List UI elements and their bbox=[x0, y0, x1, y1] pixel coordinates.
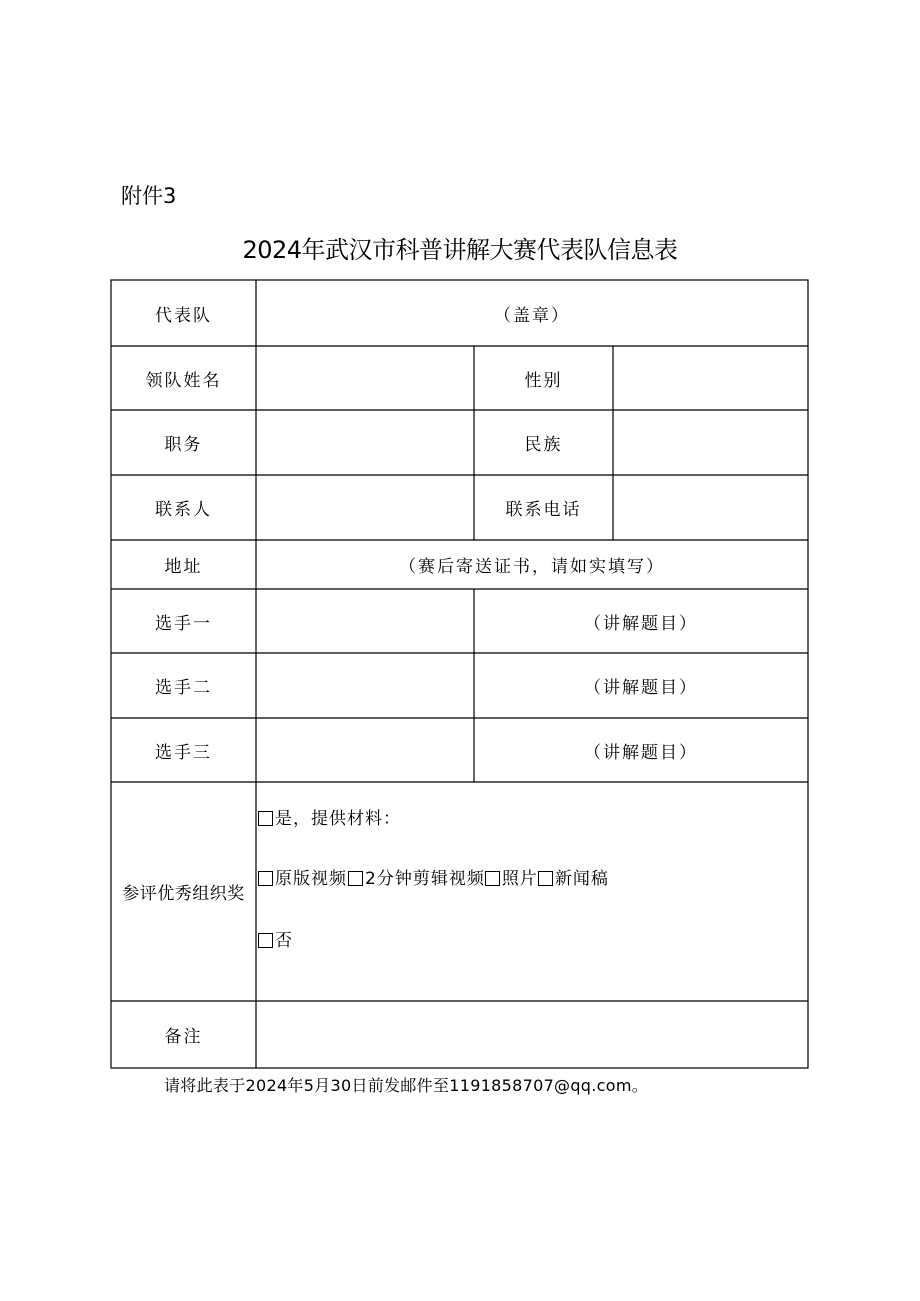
photos-label: 照片 bbox=[501, 869, 538, 889]
phone-label: 联系电话 bbox=[505, 500, 582, 520]
team-seal-field[interactable]: （盖章） bbox=[494, 305, 570, 326]
award-no-text: 否 bbox=[275, 931, 293, 951]
player-1-name-field[interactable] bbox=[256, 589, 474, 653]
player-3-topic-field[interactable]: （讲解题目） bbox=[584, 742, 698, 763]
clip-video-label: 2分钟剪辑视频 bbox=[365, 869, 485, 889]
team-label: 代表队 bbox=[155, 305, 212, 326]
player-1-label: 选手一 bbox=[155, 613, 212, 634]
award-yes-text: 是，提供材料： bbox=[275, 809, 401, 829]
press-label: 新闻稿 bbox=[554, 869, 609, 889]
materials-options bbox=[258, 864, 609, 889]
ethnicity-field[interactable] bbox=[613, 410, 808, 475]
player-2-label: 选手二 bbox=[155, 678, 212, 698]
ethnicity-label: 民族 bbox=[524, 435, 563, 455]
contact-label: 联系人 bbox=[155, 500, 212, 520]
gender-field[interactable] bbox=[613, 346, 808, 410]
original-video-label: 原版视频 bbox=[275, 869, 347, 889]
player-3-label: 选手三 bbox=[155, 742, 212, 763]
phone-field[interactable] bbox=[613, 475, 808, 540]
player-2-topic-field[interactable]: （讲解题目） bbox=[584, 678, 698, 698]
player-3-name-field[interactable] bbox=[256, 718, 474, 782]
press-checkbox[interactable] bbox=[538, 871, 553, 886]
form-title: 2024年武汉市科普讲解大赛代表队信息表 bbox=[242, 236, 678, 264]
attachment-label: 附件3 bbox=[121, 184, 177, 208]
original-video-checkbox[interactable] bbox=[258, 871, 273, 886]
submission-note: 请将此表于2024年5月30日前发邮件至1191858707@qq.com。 bbox=[164, 1076, 649, 1095]
clip-video-checkbox[interactable] bbox=[348, 871, 363, 886]
remarks-field[interactable] bbox=[256, 1001, 808, 1068]
remarks-label: 备注 bbox=[164, 1027, 203, 1047]
award-no-option bbox=[258, 926, 293, 951]
position-label: 职务 bbox=[164, 435, 203, 455]
gender-label: 性别 bbox=[524, 370, 563, 391]
leader-name-field[interactable] bbox=[256, 346, 474, 410]
photos-checkbox[interactable] bbox=[485, 871, 500, 886]
award-label: 参评优秀组织奖 bbox=[122, 884, 245, 904]
contact-field[interactable] bbox=[256, 475, 474, 540]
award-no-checkbox[interactable] bbox=[258, 933, 273, 948]
address-field[interactable]: （赛后寄送证书，请如实填写） bbox=[399, 557, 665, 577]
award-yes-option bbox=[258, 804, 401, 829]
award-yes-checkbox[interactable] bbox=[258, 811, 273, 826]
address-label: 地址 bbox=[164, 557, 203, 577]
player-1-topic-field[interactable]: （讲解题目） bbox=[584, 613, 698, 634]
player-2-name-field[interactable] bbox=[256, 653, 474, 718]
position-field[interactable] bbox=[256, 410, 474, 475]
leader-name-label: 领队姓名 bbox=[145, 370, 222, 391]
